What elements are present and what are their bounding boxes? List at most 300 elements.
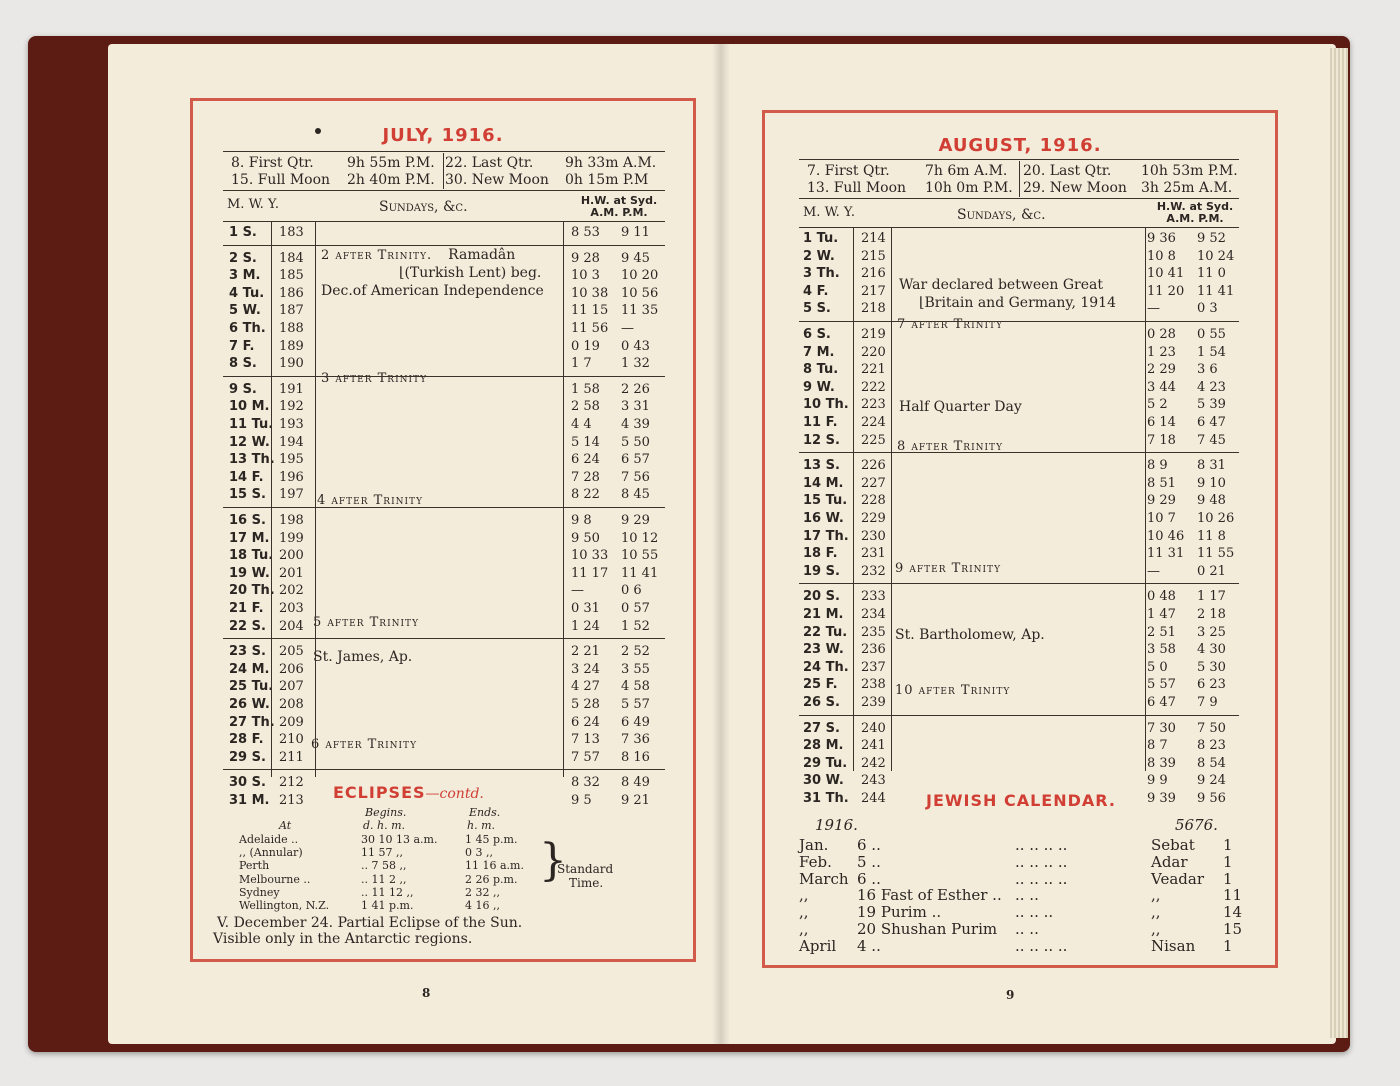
jewish-num: 15	[1223, 920, 1243, 938]
day-label: 27 S.	[803, 720, 840, 736]
jewish-day: 6 ..	[857, 869, 881, 888]
jewish-calendar-title: JEWISH CALENDAR.	[926, 791, 1116, 810]
jewish-month: ,,	[799, 903, 809, 922]
day-label: 10 M.	[229, 399, 270, 415]
day-row	[765, 476, 1275, 492]
day-row	[193, 583, 693, 599]
jewish-name: Adar	[1151, 852, 1188, 871]
year-day: 222	[861, 379, 886, 395]
day-label: 14 F.	[229, 469, 264, 485]
day-row	[765, 738, 1275, 754]
high-water-am: 11 20	[1147, 283, 1185, 299]
year-day: 229	[861, 511, 886, 526]
day-label: 17 Th.	[803, 528, 849, 544]
column-rule	[891, 227, 892, 771]
high-water-pm: 8 45	[621, 487, 650, 503]
note-6-after-trinity: 6 after Trinity	[311, 737, 418, 752]
jewish-num: 14	[1223, 903, 1243, 922]
high-water-pm: 10 20	[621, 268, 659, 284]
high-water-am: 1 23	[1147, 344, 1176, 360]
year-day: 198	[279, 513, 304, 528]
high-water-am: 6 14	[1147, 415, 1176, 430]
high-water-am: 8 7	[1147, 738, 1168, 754]
day-row	[765, 773, 1275, 789]
year-day: 226	[861, 458, 886, 474]
day-label: 3 M.	[229, 268, 261, 284]
note-2-after-trinity: 2 after Trinity. Ramadân	[321, 247, 516, 263]
day-label: 23 W.	[803, 642, 844, 658]
page-number-right: 9	[1006, 988, 1015, 1002]
high-water-pm: 6 57	[621, 452, 650, 468]
note-st-james: St. James, Ap.	[313, 649, 413, 665]
day-row	[193, 662, 693, 678]
day-label: 24 M.	[229, 661, 270, 677]
day-label: 29 S.	[229, 749, 266, 765]
high-water-am: 9 8	[571, 513, 592, 528]
high-water-pm: 6 47	[1197, 415, 1226, 430]
high-water-pm: 10 56	[621, 285, 659, 301]
high-water-pm: 1 32	[621, 356, 650, 372]
day-row	[765, 511, 1275, 527]
day-row	[765, 458, 1275, 474]
day-label: 26 W.	[229, 697, 270, 712]
high-water-am: 6 47	[1147, 695, 1176, 710]
day-label: 31 M.	[229, 793, 270, 808]
year-day: 217	[861, 283, 886, 299]
high-water-pm: 0 57	[621, 601, 650, 616]
eclipse-begins: 11 57 ,,	[361, 846, 403, 860]
high-water-am: 1 24	[571, 618, 600, 634]
july-title: JULY, 1916.	[382, 125, 504, 146]
eclipse-ends: 2 32 ,,	[465, 885, 500, 899]
year-day: 243	[861, 773, 886, 789]
day-label: 21 M.	[803, 607, 844, 622]
day-label: 7 F.	[229, 338, 255, 354]
day-label: 15 S.	[229, 487, 266, 503]
high-water-am: 5 57	[1147, 677, 1176, 693]
high-water-am: 9 28	[571, 250, 600, 266]
high-water-am: 8 39	[1147, 755, 1176, 771]
week-divider	[799, 452, 1239, 453]
eclipse-place: Sydney	[239, 885, 280, 899]
jewish-day: 19 Purim ..	[857, 903, 942, 922]
day-row	[193, 303, 693, 319]
august-title: AUGUST, 1916.	[938, 135, 1102, 156]
year-day: 189	[279, 338, 304, 354]
day-row	[765, 529, 1275, 545]
jewish-dots: .. .. .. ..	[1015, 869, 1068, 888]
day-row	[765, 607, 1275, 623]
year-day: 210	[279, 732, 304, 748]
day-label: 7 M.	[803, 344, 835, 360]
day-row	[193, 356, 693, 372]
jewish-num: 1	[1223, 869, 1233, 888]
high-water-pm: 1 17	[1197, 589, 1226, 605]
jewish-name: ,,	[1151, 920, 1161, 938]
week-divider	[223, 376, 665, 377]
high-water-am: 11 31	[1147, 546, 1185, 562]
high-water-am: 10 46	[1147, 528, 1185, 544]
year-day: 190	[279, 356, 304, 372]
high-water-am: 10 7	[1147, 511, 1176, 526]
year-day: 215	[861, 248, 886, 264]
high-water-am: 3 24	[571, 661, 600, 677]
note-3-after-trinity: 3 after Trinity	[321, 371, 428, 386]
high-water-pm: 6 49	[621, 714, 650, 730]
high-water-pm: 7 56	[621, 469, 650, 485]
eclipse-place: Melbourne ..	[239, 872, 311, 886]
high-water-am: 8 22	[571, 487, 600, 503]
day-row	[193, 715, 693, 731]
high-water-am: 3 44	[1147, 379, 1176, 395]
year-day: 220	[861, 344, 886, 360]
jewish-month: ,,	[799, 920, 809, 938]
note-st-bartholomew: St. Bartholomew, Ap.	[895, 627, 1045, 643]
high-water-am: 9 50	[571, 530, 600, 546]
column-rule	[271, 221, 272, 777]
high-water-pm: 0 43	[621, 338, 650, 354]
year-day: 223	[861, 397, 886, 413]
day-row	[765, 564, 1275, 580]
day-label: 11 Tu.	[229, 417, 274, 432]
jewish-num: 1	[1223, 852, 1233, 871]
high-water-am: 6 24	[571, 452, 600, 468]
high-water-pm: 4 30	[1197, 642, 1226, 658]
july-frame: JULY, 1916. 8. First Qtr. 9h 55m P.M. 22. Last Qtr. 9h 33m A.M. 15. Full Moon 2h 40m P.M. 30. New Moon 0h 15m P.M M. W. Y. Sundays, &c. H.W. at Syd. A.M. P.M. 1 S. 183 8 53 9 11 2 S. 184 9 28 9 45 3 M. 185 10 3 10 20 4 Tu. 186 10 38 10 56 5 W. 187 11 15 11 35 6 Th. 188 11 56 — 7 F. 189 0 19 0 43 8 S. 190 1 7 1 32 9 S. 191 1 58 2 26 10 M. 192 2 58 3 31 11 Tu. 193 4 4 4 39 12 W. 194 5 14 5 50 13 Th. 195 6 24 6 57 14 F. 196 7 28 7 56 15 S. 197 8 22 8 45 16 S. 198 9 8 9 29 17 M. 199 9 50 10 12 18 Tu. 200 10 33 10 55 19 W. 201 11 17 11 41 20 Th. 202 — 0 6 21 F. 203 0 31 0 57 22 S. 204 1 24 1 52 23 S. 205 2 21 2 52 24 M. 206 3 24 3 55 25 Tu. 207 4 27 4 58 26 W. 208 5 28 5 57 27 Th. 209 6 24 6 49 28 F. 210 7 13 7 36 29 S. 211 7 57 8 16 30 S. 212 8 32 8 49 31 M. 213 9 5 9 21 2 after Trinity. Ramadân ⌊(Turkish Lent) beg. Dec.of American Independence 3 after Trinity 4 after Trinity 5 after Trinity St. James, Ap. 6 after Trinity ECLIPSES—contd. Begins. Ends. At d. h. m. h. m. Adelaide .. 30 10 13 a.m. 1 45 p.m. ,, (Annular) 11 57 ,, 0 3 ,, Perth .. 7 58 ,, 11 16 a.m. Melbourne .. .. 11 2 ,, 2 26 p.m. Sydney .. 11 12 ,, 2 32 ,, Wellington, N.Z. 1 41 p.m. 4 16 ,, } Standard Time. V. December 24. Partial Eclipse of the Sun. Visible only in the Antarctic regions.	[190, 98, 696, 962]
high-water-am: 0 31	[571, 601, 600, 616]
high-water-am: 10 8	[1147, 248, 1176, 264]
high-water-am: 10 33	[571, 548, 609, 564]
day-label: 9 W.	[803, 379, 835, 395]
year-day: 188	[279, 321, 304, 336]
eclipse-begins: .. 11 12 ,,	[361, 885, 414, 899]
day-row	[193, 417, 693, 433]
high-water-am: 11 17	[571, 565, 609, 581]
day-label: 19 W.	[229, 565, 270, 581]
day-row	[193, 321, 693, 337]
high-water-am: 10 38	[571, 285, 609, 301]
year-day: 242	[861, 755, 886, 771]
day-label: 30 S.	[229, 775, 266, 791]
eclipse-ends: 0 3 ,,	[465, 846, 493, 860]
eclipse-begins: .. 7 58 ,,	[361, 859, 407, 873]
high-water-pm: 10 26	[1197, 511, 1235, 526]
high-water-am: 6 24	[571, 714, 600, 730]
july-col-mwy: M. W. Y.	[227, 197, 279, 212]
day-label: 11 F.	[803, 415, 838, 430]
high-water-am: —	[1147, 563, 1160, 579]
day-label: 23 S.	[229, 644, 266, 660]
day-label: 18 F.	[803, 546, 838, 562]
day-label: 9 S.	[229, 381, 257, 397]
high-water-pm: 3 55	[621, 661, 650, 677]
high-water-am: 8 53	[571, 225, 600, 240]
eclipse-place: Perth	[239, 859, 270, 873]
high-water-pm: 7 50	[1197, 720, 1226, 736]
high-water-pm: 5 39	[1197, 397, 1226, 413]
year-day: 216	[861, 266, 886, 282]
note-britain-germany: ⌊Britain and Germany, 1914	[919, 295, 1116, 311]
note-4-after-trinity: 4 after Trinity	[317, 493, 424, 508]
day-row	[193, 487, 693, 503]
day-label: 20 Th.	[229, 583, 275, 599]
jewish-num: 1	[1223, 936, 1233, 955]
high-water-pm: 8 54	[1197, 755, 1226, 771]
day-row	[765, 493, 1275, 509]
jewish-name: Veadar	[1151, 869, 1204, 888]
eclipse-ends: 4 16 ,,	[465, 899, 500, 912]
high-water-am: 5 0	[1147, 659, 1168, 675]
high-water-pm: 8 49	[621, 775, 650, 791]
year-day: 230	[861, 528, 886, 544]
high-water-pm: 9 45	[621, 250, 650, 266]
eclipse-ends: 2 26 p.m.	[465, 872, 518, 886]
day-row	[193, 531, 693, 547]
week-divider	[799, 583, 1239, 584]
day-label: 17 M.	[229, 530, 270, 546]
column-rule	[853, 227, 854, 771]
high-water-pm: 2 26	[621, 381, 650, 397]
note-turkish-lent: ⌊(Turkish Lent) beg.	[399, 265, 542, 281]
jewish-month: March	[799, 869, 849, 888]
high-water-pm: 0 55	[1197, 327, 1226, 342]
column-rule	[563, 221, 564, 777]
day-label: 18 Tu.	[229, 548, 274, 564]
day-row	[765, 327, 1275, 343]
high-water-pm: 4 58	[621, 679, 650, 695]
high-water-pm: 10 12	[621, 530, 659, 546]
day-row	[193, 452, 693, 468]
eclipse-begins: 30 10 13 a.m.	[361, 833, 438, 846]
year-day: 205	[279, 644, 304, 660]
year-day: 193	[279, 417, 304, 432]
eclipse-v-line: V. December 24. Partial Eclipse of the Sun.	[217, 915, 523, 931]
year-day: 200	[279, 548, 304, 564]
day-label: 4 F.	[803, 283, 829, 299]
high-water-pm: 11 0	[1197, 266, 1226, 282]
day-row	[765, 695, 1275, 711]
year-day: 208	[279, 697, 304, 712]
jewish-day: 4 ..	[857, 936, 881, 955]
day-label: 28 F.	[229, 732, 264, 748]
year-day: 227	[861, 475, 886, 491]
high-water-pm: 3 25	[1197, 624, 1226, 640]
high-water-pm: 4 23	[1197, 379, 1226, 395]
day-row	[193, 225, 693, 241]
day-row	[765, 660, 1275, 676]
week-divider	[223, 245, 665, 246]
high-water-pm: 6 23	[1197, 677, 1226, 693]
day-row	[765, 642, 1275, 658]
day-row	[765, 362, 1275, 378]
day-row	[193, 566, 693, 582]
day-row	[193, 750, 693, 766]
jewish-month: ,,	[799, 886, 809, 905]
day-row	[193, 601, 693, 617]
note-7-after-trinity: 7 after Trinity	[897, 317, 1004, 332]
year-day: 195	[279, 452, 304, 468]
high-water-pm: —	[621, 321, 634, 336]
high-water-am: —	[1147, 301, 1160, 317]
high-water-am: 2 51	[1147, 624, 1176, 640]
eclipse-place: Adelaide ..	[239, 833, 299, 846]
high-water-pm: 9 29	[621, 513, 650, 528]
high-water-pm: 1 52	[621, 618, 650, 634]
high-water-pm: 9 21	[621, 793, 650, 808]
high-water-am: 9 9	[1147, 773, 1168, 789]
jewish-dots: .. ..	[1015, 920, 1039, 938]
high-water-am: 0 28	[1147, 327, 1176, 342]
jewish-dots: .. .. ..	[1015, 903, 1054, 922]
eclipse-ends: 1 45 p.m.	[465, 833, 518, 846]
high-water-pm: 11 41	[621, 565, 659, 581]
day-row	[193, 644, 693, 660]
high-water-am: 5 28	[571, 697, 600, 712]
high-water-pm: 9 52	[1197, 231, 1226, 246]
note-9-after-trinity: 9 after Trinity	[895, 561, 1002, 576]
day-row	[765, 756, 1275, 772]
day-label: 6 S.	[803, 327, 831, 342]
high-water-pm: 11 41	[1197, 283, 1235, 299]
day-label: 27 Th.	[229, 714, 275, 730]
year-day: 221	[861, 362, 886, 378]
eclipses-title: ECLIPSES—contd.	[333, 783, 484, 802]
year-day: 239	[861, 695, 886, 710]
year-day: 184	[279, 250, 304, 266]
note-american-independence: Dec.of American Independence	[321, 283, 544, 299]
day-label: 1 Tu.	[803, 231, 839, 246]
jewish-dots: .. .. .. ..	[1015, 936, 1068, 955]
high-water-am: 11 56	[571, 321, 609, 336]
high-water-pm: 4 39	[621, 417, 650, 432]
week-divider	[799, 321, 1239, 322]
high-water-pm: 5 30	[1197, 659, 1226, 675]
day-label: 25 Tu.	[229, 679, 274, 695]
year-day: 183	[279, 225, 304, 240]
day-label: 20 S.	[803, 589, 840, 605]
jewish-dots: .. ..	[1015, 886, 1039, 905]
eclipse-begins: 1 41 p.m.	[361, 899, 414, 912]
high-water-am: 9 29	[1147, 493, 1176, 509]
high-water-am: 7 28	[571, 469, 600, 485]
high-water-pm: 10 24	[1197, 248, 1235, 264]
eclipse-ends: 11 16 a.m.	[465, 859, 524, 873]
july-col-sundays: Sundays, &c.	[379, 199, 468, 215]
year-day: 237	[861, 659, 886, 675]
day-label: 3 Th.	[803, 266, 840, 282]
year-day: 197	[279, 487, 304, 503]
day-label: 4 Tu.	[229, 285, 265, 301]
year-day: 219	[861, 327, 886, 342]
high-water-am: 7 13	[571, 732, 600, 748]
jewish-day: 16 Fast of Esther ..	[857, 886, 1002, 905]
high-water-pm: 11 35	[621, 303, 659, 319]
high-water-pm: 8 31	[1197, 458, 1226, 474]
high-water-pm: 9 56	[1197, 791, 1226, 806]
day-label: 22 Tu.	[803, 624, 848, 640]
high-water-pm: 11 8	[1197, 528, 1226, 544]
day-row	[765, 415, 1275, 431]
august-col-mwy: M. W. Y.	[803, 205, 855, 220]
year-day: 224	[861, 415, 886, 430]
day-row	[765, 345, 1275, 361]
high-water-am: 5 2	[1147, 397, 1168, 413]
day-row	[765, 433, 1275, 449]
year-day: 191	[279, 381, 304, 397]
day-label: 1 S.	[229, 225, 257, 240]
high-water-am: 7 18	[1147, 432, 1176, 448]
day-label: 29 Tu.	[803, 755, 848, 771]
year-day: 228	[861, 493, 886, 509]
year-day: 206	[279, 661, 304, 677]
jewish-num: 1	[1223, 836, 1233, 854]
day-row	[193, 697, 693, 713]
high-water-am: 5 14	[571, 434, 600, 450]
week-divider	[799, 715, 1239, 716]
jewish-dots: .. .. .. ..	[1015, 836, 1068, 854]
high-water-am: 8 51	[1147, 475, 1176, 491]
day-row	[765, 589, 1275, 605]
high-water-am: 9 5	[571, 793, 592, 808]
year-day: 207	[279, 679, 304, 695]
high-water-pm: 2 18	[1197, 607, 1226, 622]
july-moon-phases: 8. First Qtr. 9h 55m P.M. 22. Last Qtr. 9h 33m A.M. 15. Full Moon 2h 40m P.M. 30. New Moon 0h 15m P.M	[231, 155, 657, 188]
year-day: 203	[279, 601, 304, 616]
high-water-am: 10 41	[1147, 266, 1185, 282]
high-water-am: —	[571, 583, 584, 599]
day-label: 13 Th.	[229, 452, 275, 468]
page-number-left: 8	[422, 986, 431, 1000]
day-row	[193, 399, 693, 415]
week-divider	[223, 507, 665, 508]
jewish-day: 5 ..	[857, 852, 881, 871]
high-water-pm: 8 16	[621, 749, 650, 765]
high-water-pm: 2 52	[621, 644, 650, 660]
day-label: 30 W.	[803, 773, 844, 789]
year-day: 194	[279, 434, 304, 450]
year-day: 209	[279, 714, 304, 730]
note-5-after-trinity: 5 after Trinity	[313, 615, 420, 630]
day-label: 15 Tu.	[803, 493, 848, 509]
high-water-pm: 9 10	[1197, 475, 1226, 491]
high-water-pm: 9 48	[1197, 493, 1226, 509]
day-row	[765, 249, 1275, 265]
high-water-am: 10 3	[571, 268, 600, 284]
day-label: 12 S.	[803, 432, 840, 448]
year-day: 218	[861, 301, 886, 317]
high-water-pm: 11 55	[1197, 546, 1235, 562]
day-row	[765, 380, 1275, 396]
day-row	[193, 382, 693, 398]
day-label: 5 W.	[229, 303, 261, 319]
august-frame: AUGUST, 1916. 7. First Qtr. 7h 6m A.M. 20. Last Qtr. 10h 53m P.M. 13. Full Moon 10h 0m P.M. 29. New Moon 3h 25m A.M. M. W. Y. Sundays, &c. H.W. at Syd. A.M. P.M. 1 Tu. 214 9 36 9 52 2 W. 215 10 8 10 24 3 Th. 216 10 41 11 0 4 F. 217 11 20 11 41 5 S. 218 — 0 3 6 S. 219 0 28 0 55 7 M. 220 1 23 1 54 8 Tu. 221 2 29 3 6 9 W. 222 3 44 4 23 10 Th. 223 5 2 5 39 11 F. 224 6 14 6 47 12 S. 225 7 18 7 45 13 S. 226 8 9 8 31 14 M. 227 8 51 9 10 15 Tu. 228 9 29 9 48 16 W. 229 10 7 10 26 17 Th. 230 10 46 11 8 18 F. 231 11 31 11 55 19 S. 232 — 0 21 20 S. 233 0 48 1 17 21 M. 234 1 47 2 18 22 Tu. 235 2 51 3 25 23 W. 236 3 58 4 30 24 Th. 237 5 0 5 30 25 F. 238 5 57 6 23 26 S. 239 6 47 7 9 27 S. 240 7 30 7 50 28 M. 241 8 7 8 23 29 Tu. 242 8 39 8 54 30 W. 243 9 9 9 24 31 Th. 244 9 39 9 56 War declared between Great ⌊Britain and Germany, 1914 7 after Trinity Half Quarter Day 8 after Trinity 9 after Trinity St. Bartholomew, Ap. 10 after Trinity JEWISH CALENDAR. 1916. 5676. Jan. 6 .. .. .. .. .. Sebat 1 Feb. 5 .. .. .. .. .. Adar 1 March 6 .. .. .. .. .. Veadar 1 ,, 16 Fast of Esther .. .. .. ,, 11 ,, 19 Purim .. .. .. .. ,, 14 ,, 20 Shushan Purim .. .. ,, 15 April 4 .. .. .. .. .. Nisan 1	[762, 110, 1278, 968]
high-water-am: 9 36	[1147, 231, 1176, 246]
jewish-name: Nisan	[1151, 936, 1196, 955]
year-day: 192	[279, 399, 304, 415]
day-row	[193, 470, 693, 486]
high-water-pm: 9 24	[1197, 773, 1226, 789]
year-day: 186	[279, 285, 304, 301]
august-col-sundays: Sundays, &c.	[957, 207, 1046, 223]
week-divider	[223, 769, 665, 770]
day-label: 5 S.	[803, 301, 831, 317]
day-row	[193, 619, 693, 635]
high-water-pm: 7 36	[621, 732, 650, 748]
jewish-day: 20 Shushan Purim	[857, 920, 998, 938]
year-day: 211	[279, 749, 304, 765]
day-label: 19 S.	[803, 563, 840, 579]
high-water-am: 1 58	[571, 381, 600, 397]
